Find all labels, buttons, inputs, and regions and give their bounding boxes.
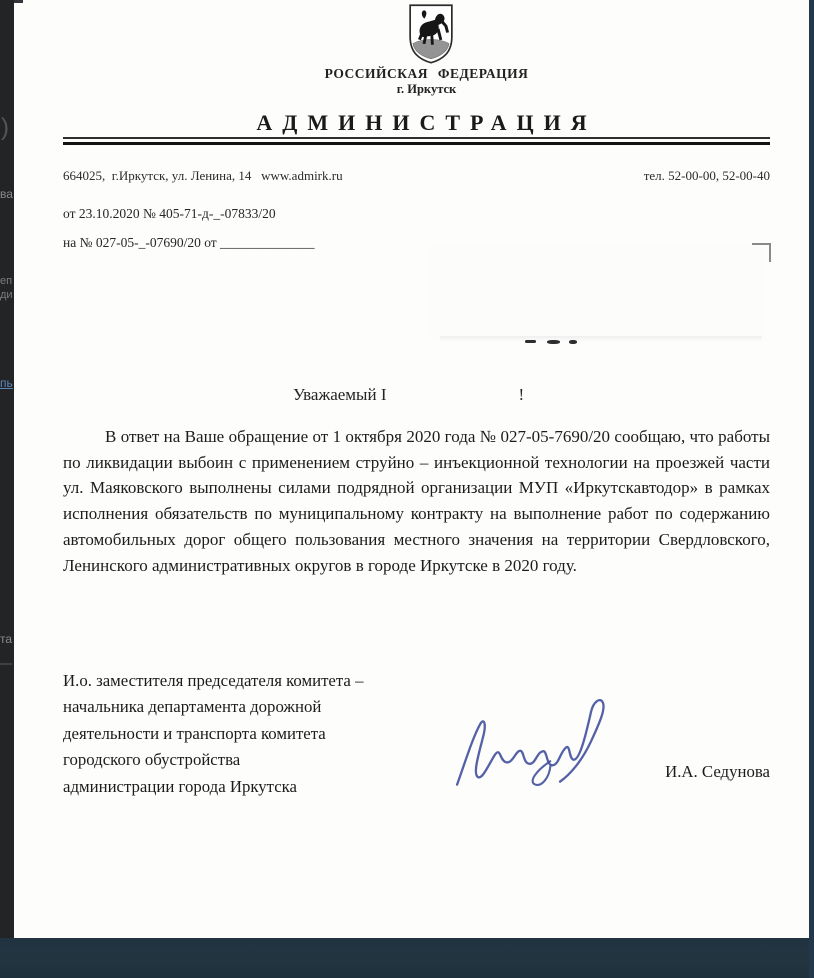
redacted-addressee-area <box>430 246 762 338</box>
edge-link-fragment: пь <box>0 376 13 390</box>
edge-text-fragment: ва <box>0 187 13 201</box>
edge-text-fragment: ди <box>0 289 13 301</box>
country-heading: РОССИЙСКАЯ ФЕДЕРАЦИЯ <box>324 66 529 81</box>
edge-text-fragment: та <box>0 632 13 646</box>
administration-heading: АДМИНИСТРАЦИЯ <box>256 110 597 135</box>
redaction-remnant-mark <box>547 340 560 344</box>
irkutsk-coat-of-arms-icon <box>402 3 460 65</box>
body-paragraph: В ответ на Ваше обращение от 1 октября 2020 года № 027-05-7690/20 сообщаю, что работы по ликвидации выбоин с применением струйно – инъекционной технологии на проезжей части ул. Маяковского выполнены силами подрядной организации МУП «Иркутскавтодор» в рамках исполнения обязательств по муниципальному контракту на выполнение работ по содержанию автомобильных дорог общего пользования местного значения на территории Свердловского, Ленинского административных округов в городе Иркутске в 2020 году. <box>63 427 770 575</box>
scan-artifact <box>14 0 23 3</box>
signer-name: И.А. Седунова <box>665 762 770 781</box>
incoming-ref: на № 027-05-_-07690/20 от ______________ <box>63 235 315 250</box>
salutation-suffix: ! <box>518 385 525 404</box>
edge-divider-fragment <box>0 663 12 665</box>
edge-text-fragment: еп <box>0 275 13 287</box>
handwritten-signature <box>445 690 619 793</box>
city-heading: г. Иркутск <box>396 82 457 96</box>
signoff-title-line: И.о. заместителя председателя комитета – <box>63 671 364 690</box>
letterhead-rule <box>63 137 770 145</box>
edge-text-fragment: ) <box>1 114 9 141</box>
signoff-title-line: администрации города Иркутска <box>63 776 297 796</box>
scanner-left-edge <box>0 0 14 940</box>
scanner-right-edge <box>809 0 814 978</box>
signoff-title <box>63 668 363 800</box>
address-line: 664025, г.Иркутск, ул. Ленина, 14 www.admirk.ru <box>63 168 343 183</box>
redaction-remnant-mark <box>569 340 577 344</box>
signoff-title-line: городского обустройства <box>63 750 241 770</box>
outgoing-ref: от 23.10.2020 № 405-71-д-_-07833/20 <box>63 206 276 221</box>
salutation <box>293 385 524 405</box>
signoff-title-line: начальника департамента дорожной <box>63 697 322 717</box>
redaction-remnant-mark <box>525 340 536 343</box>
signoff-title-line: деятельности и транспорта комитета <box>63 723 326 743</box>
contact-row <box>63 168 770 184</box>
salutation-prefix: Уважаемый I <box>293 385 387 404</box>
phone-line: тел. 52-00-00, 52-00-40 <box>643 168 770 183</box>
scanner-bottom-edge <box>0 938 814 978</box>
